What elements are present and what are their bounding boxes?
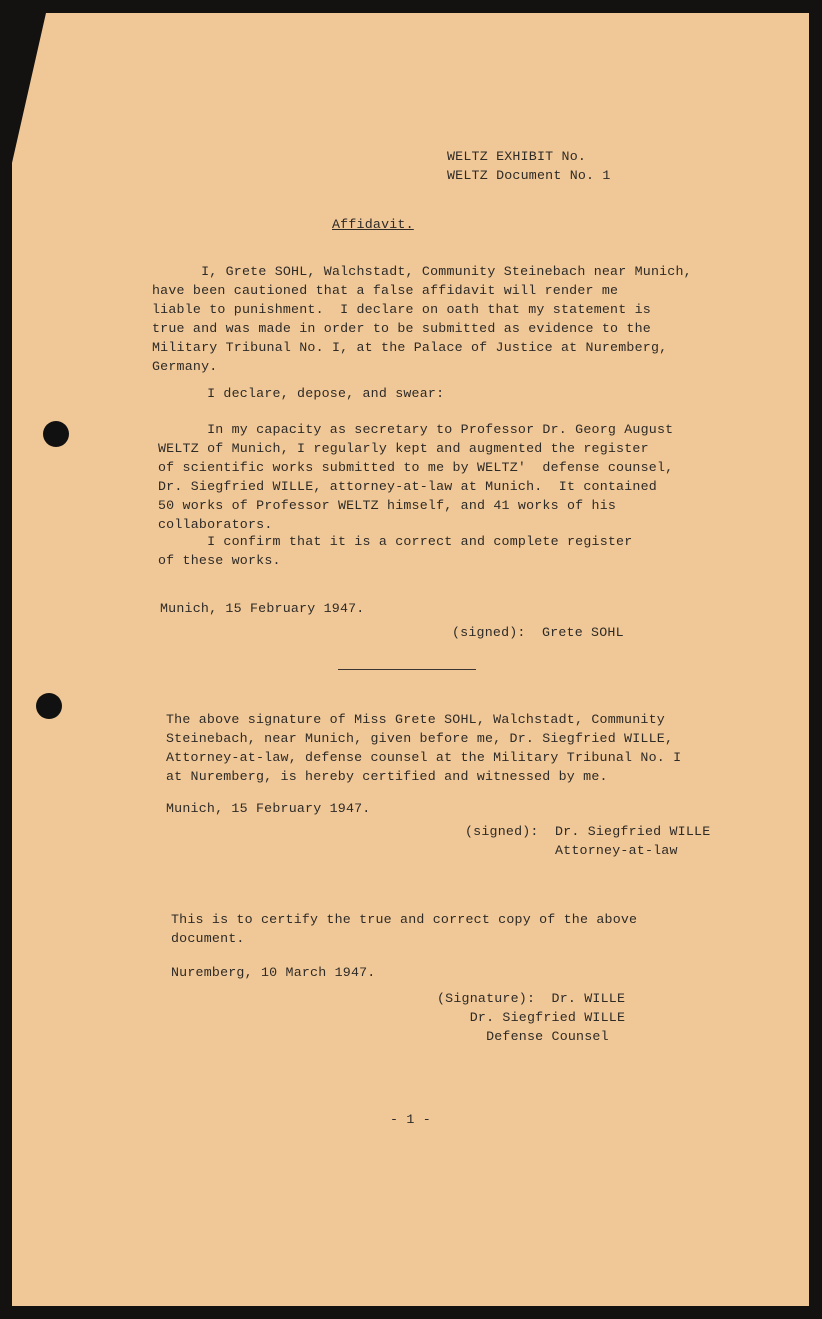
date-nuremberg: Nuremberg, 10 March 1947. bbox=[171, 965, 376, 980]
text-line: Dr. Siegfried WILLE bbox=[437, 1010, 626, 1025]
text-line: I confirm that it is a correct and complete register bbox=[158, 534, 633, 549]
punch-hole bbox=[36, 693, 62, 719]
text-line: of these works. bbox=[158, 553, 281, 568]
document-title: Affidavit. bbox=[332, 217, 414, 232]
text-line: collaborators. bbox=[158, 517, 273, 532]
text-line: Dr. Siegfried WILLE, attorney-at-law at Munich. It contained bbox=[158, 479, 657, 494]
text-line: of scientific works submitted to me by WELTZ' defense counsel, bbox=[158, 460, 674, 475]
exhibit-number: WELTZ EXHIBIT No. bbox=[447, 149, 587, 164]
text-line: (Signature): Dr. WILLE bbox=[437, 991, 626, 1006]
declaration-line: I declare, depose, and swear: bbox=[158, 386, 445, 401]
paragraph-confirm bbox=[158, 532, 632, 570]
text-line: Military Tribunal No. I, at the Palace of Justice at Nuremberg, bbox=[152, 340, 668, 355]
signed-wille bbox=[465, 822, 710, 860]
page-number: - 1 - bbox=[390, 1112, 431, 1127]
text-line: The above signature of Miss Grete SOHL, Walchstadt, Community bbox=[166, 712, 665, 727]
date-munich-1: Munich, 15 February 1947. bbox=[160, 601, 365, 616]
text-line: Steinebach, near Munich, given before me, Dr. Siegfried WILLE, bbox=[166, 731, 674, 746]
text-line: Germany. bbox=[152, 359, 218, 374]
text-line: true and was made in order to be submitted as evidence to the bbox=[152, 321, 651, 336]
text-line: This is to certify the true and correct copy of the above bbox=[171, 912, 638, 927]
text-line: 50 works of Professor WELTZ himself, and 41 works of his bbox=[158, 498, 617, 513]
certification-paragraph bbox=[166, 710, 681, 786]
punch-hole bbox=[43, 421, 69, 447]
document-number: WELTZ Document No. 1 bbox=[447, 168, 611, 183]
text-line: Defense Counsel bbox=[437, 1029, 609, 1044]
signed-sohl: (signed): Grete SOHL bbox=[452, 625, 624, 640]
text-line: WELTZ of Munich, I regularly kept and augmented the register bbox=[158, 441, 649, 456]
divider bbox=[338, 669, 476, 670]
text-line: (signed): Dr. Siegfried WILLE bbox=[465, 824, 711, 839]
text-line: have been cautioned that a false affidavit will render me bbox=[152, 283, 619, 298]
text-line: Attorney-at-law, defense counsel at the Military Tribunal No. I bbox=[166, 750, 682, 765]
text-line: liable to punishment. I declare on oath that my statement is bbox=[152, 302, 651, 317]
text-line: I, Grete SOHL, Walchstadt, Community Steinebach near Munich, bbox=[152, 264, 692, 279]
text-line: document. bbox=[171, 931, 245, 946]
text-line: at Nuremberg, is hereby certified and witnessed by me. bbox=[166, 769, 608, 784]
text-line: In my capacity as secretary to Professor Dr. Georg August bbox=[158, 422, 674, 437]
text-line: Attorney-at-law bbox=[465, 843, 678, 858]
signature-block bbox=[437, 989, 625, 1046]
paragraph-body bbox=[158, 420, 673, 534]
date-munich-2: Munich, 15 February 1947. bbox=[166, 801, 371, 816]
paragraph-intro bbox=[152, 262, 692, 376]
copy-certification bbox=[171, 910, 637, 948]
